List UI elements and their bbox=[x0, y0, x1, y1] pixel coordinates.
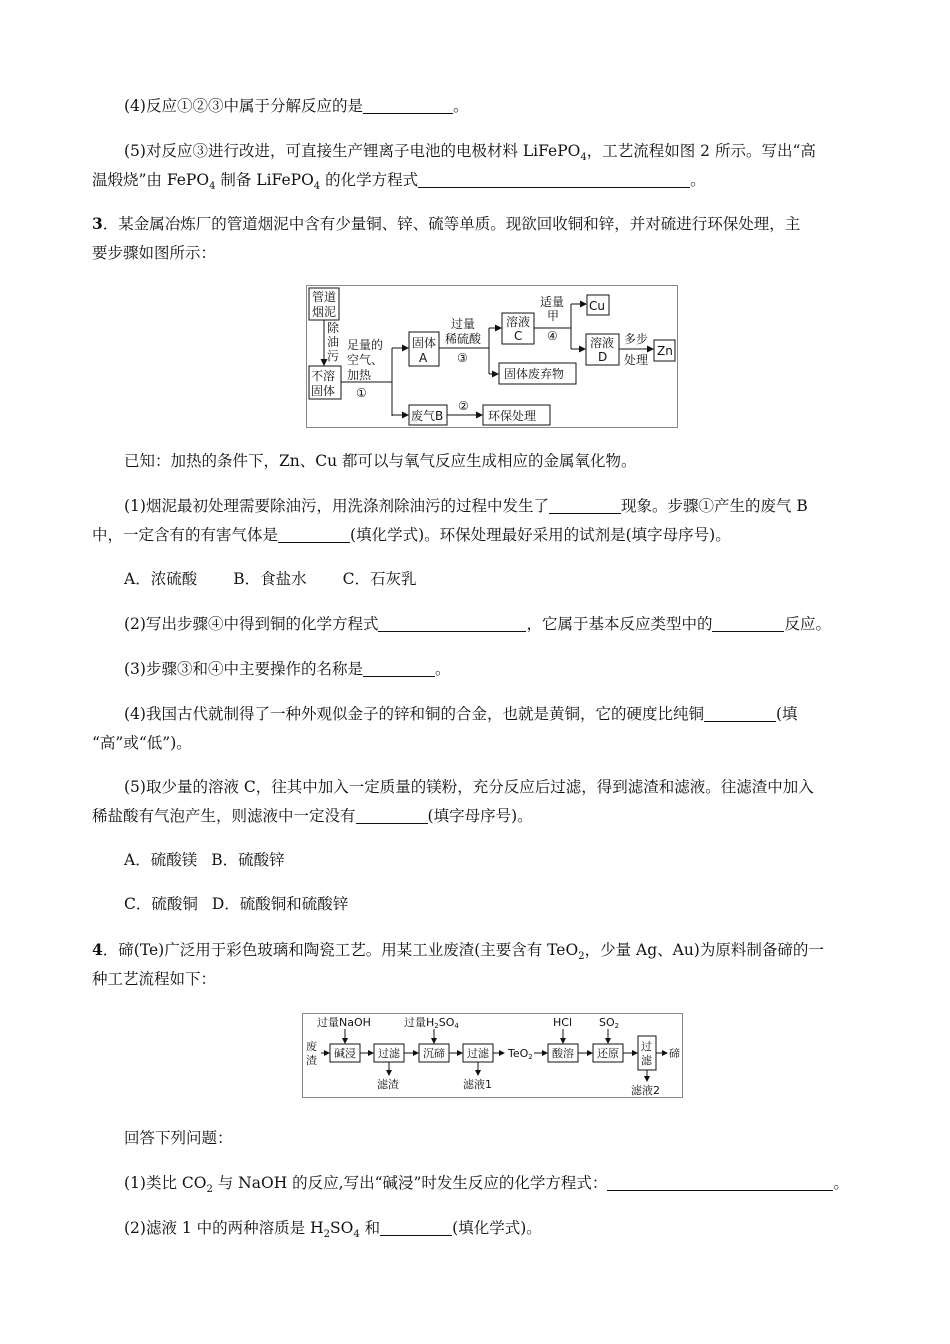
label-feed-2: 渣 bbox=[306, 1054, 317, 1067]
label-pipe-1: 管道 bbox=[312, 290, 337, 304]
label-in-hcl: HCl bbox=[553, 1016, 573, 1029]
answer-blank[interactable] bbox=[380, 1220, 452, 1236]
q2-part4: (4)反应①②③中属于分解反应的是 。 bbox=[124, 97, 469, 115]
label-d-2: D bbox=[598, 350, 608, 364]
label-out-residue: 滤渣 bbox=[377, 1078, 399, 1091]
q2-part5-line1: (5)对反应③进行改进，可直接生产锂离子电池的电极材料 LiFePO$_4$，工艺流程如图 2 所示。写出“高 bbox=[124, 142, 816, 163]
option-c[interactable]: C．石灰乳 bbox=[342, 570, 417, 588]
answer-blank[interactable] bbox=[363, 98, 453, 114]
q3-part5-options-1 bbox=[124, 850, 285, 870]
q4-part1: (1)类比 $CO_2$ 与 NaOH 的反应,写出“碱浸”时发生反应的化学方程式： 。 bbox=[124, 1174, 849, 1195]
label-d-1: 溶液 bbox=[590, 336, 615, 350]
label-reduce: 还原 bbox=[597, 1047, 619, 1060]
q3-part5-line2: 稀盐酸有气泡产生，则滤液中一定没有 (填字母序号)。 bbox=[92, 807, 533, 825]
option-c[interactable]: C．硫酸铜 bbox=[124, 895, 198, 913]
q3-known: 已知：加热的条件下，Zn、Cu 都可以与氧气反应生成相应的金属氧化物。 bbox=[124, 452, 637, 470]
q3-part5-line1: (5)取少量的溶液 C，往其中加入一定质量的镁粉，充分反应后过滤，得到滤渣和滤液。往滤渣中加入 bbox=[124, 778, 814, 796]
answer-blank[interactable] bbox=[418, 172, 690, 188]
label-zn: Zn bbox=[657, 344, 673, 358]
label-multi-1: 多步 bbox=[624, 332, 649, 346]
label-step1-2: 空气、 bbox=[347, 353, 384, 367]
q4-stem-line2: 种工艺流程如下： bbox=[92, 970, 217, 988]
label-in-h2so4: 过量H2SO4 bbox=[404, 1016, 459, 1030]
label-product: 碲 bbox=[669, 1047, 680, 1060]
label-step4-3: ④ bbox=[547, 329, 558, 343]
option-a[interactable]: A．硫酸镁 bbox=[124, 851, 198, 869]
answer-blank[interactable] bbox=[607, 1175, 833, 1191]
label-filter-3-2: 滤 bbox=[641, 1054, 652, 1067]
answer-blank[interactable] bbox=[278, 527, 350, 543]
label-step2: ② bbox=[458, 399, 469, 413]
q3-part5-options-2 bbox=[124, 894, 348, 914]
q4-part2: (2)滤液 1 中的两种溶质是 $H_2SO_4$ 和 (填化学式)。 bbox=[124, 1219, 542, 1240]
answer-blank[interactable] bbox=[378, 616, 526, 632]
q3-part4-line2: “高”或“低”)。 bbox=[92, 734, 192, 752]
label-step4-2: 甲 bbox=[547, 309, 560, 323]
label-te-precip: 沉碲 bbox=[423, 1047, 445, 1060]
option-a[interactable]: A．浓硫酸 bbox=[124, 570, 198, 588]
label-step1-3: 加热 bbox=[347, 368, 372, 382]
label-c-1: 溶液 bbox=[506, 315, 531, 329]
label-a-2: A bbox=[419, 351, 428, 365]
label-step3-1: 过量 bbox=[451, 317, 476, 331]
label-cu: Cu bbox=[589, 299, 605, 313]
q4-stem-line1: 4．碲(Te)广泛用于彩色玻璃和陶瓷工艺。用某工业废渣(主要含有 TeO$_2$，少量 Ag、Au)为原料制备碲的一 bbox=[92, 940, 824, 962]
label-a-1: 固体 bbox=[412, 336, 437, 350]
q4-answer-intro: 回答下列问题： bbox=[124, 1129, 233, 1147]
smelter-flow-diagram bbox=[306, 285, 678, 428]
label-out-filtrate-2: 滤液2 bbox=[631, 1084, 660, 1097]
label-in-naoh: 过量NaOH bbox=[317, 1016, 371, 1029]
label-oil-2: 油 bbox=[327, 335, 340, 349]
q3-stem-line2: 要步骤如图所示： bbox=[92, 244, 217, 262]
label-oil-1: 除 bbox=[327, 321, 340, 335]
label-feed-1: 废 bbox=[306, 1040, 317, 1053]
answer-blank[interactable] bbox=[356, 808, 428, 824]
label-filter-1: 过滤 bbox=[378, 1047, 400, 1060]
option-b[interactable]: B．食盐水 bbox=[233, 570, 307, 588]
label-alkali: 碱浸 bbox=[334, 1047, 356, 1060]
label-insol-2: 固体 bbox=[311, 384, 336, 398]
q3-part4-line1: (4)我国古代就制得了一种外观似金子的锌和铜的合金，也就是黄铜，它的硬度比纯铜 (填 bbox=[124, 705, 798, 723]
q3-part2: (2)写出步骤④中得到铜的化学方程式 ，它属于基本反应类型中的 反应。 bbox=[124, 615, 831, 633]
label-step1-4: ① bbox=[356, 386, 367, 400]
label-oil-3: 污 bbox=[327, 349, 340, 363]
answer-blank[interactable] bbox=[704, 706, 776, 722]
label-c-2: C bbox=[514, 329, 523, 343]
q3-part1-line2: 中，一定含有的有害气体是 (填化学式)。环保处理最好采用的试剂是(填字母序号)。 bbox=[92, 526, 731, 544]
option-d[interactable]: D．硫酸铜和硫酸锌 bbox=[211, 895, 349, 913]
tellurium-flow-diagram bbox=[302, 1013, 683, 1098]
label-step3-3: ③ bbox=[457, 351, 468, 365]
label-pipe-2: 烟泥 bbox=[312, 305, 337, 319]
q3-part3: (3)步骤③和④中主要操作的名称是 。 bbox=[124, 660, 451, 678]
label-step4-1: 适量 bbox=[540, 295, 565, 309]
label-out-filtrate-1: 滤液1 bbox=[463, 1078, 492, 1091]
label-solid-waste: 固体废弃物 bbox=[504, 367, 565, 381]
label-insol-1: 不溶 bbox=[311, 369, 336, 383]
label-env: 环保处理 bbox=[488, 409, 537, 423]
label-gas-b: 废气B bbox=[411, 409, 444, 423]
label-filter-3-1: 过 bbox=[641, 1040, 652, 1053]
label-multi-2: 处理 bbox=[624, 353, 649, 367]
label-step3-2: 稀硫酸 bbox=[445, 332, 482, 346]
answer-blank[interactable] bbox=[712, 616, 784, 632]
label-in-so2: SO2 bbox=[599, 1016, 620, 1030]
label-filter-2: 过滤 bbox=[467, 1047, 489, 1060]
q3-stem-line1: 3．某金属冶炼厂的管道烟泥中含有少量铜、锌、硫等单质。现欲回收铜和锌，并对硫进行环保处理，主 bbox=[92, 214, 801, 233]
label-acid: 酸溶 bbox=[552, 1047, 574, 1060]
label-teo2: TeO2 bbox=[508, 1047, 533, 1061]
q2-part5-line2: 温煅烧”由 FePO$_4$ 制备 LiFePO$_4$ 的化学方程式 。 bbox=[92, 171, 706, 192]
q3-part1-line1: (1)烟泥最初处理需要除油污，用洗涤剂除油污的过程中发生了 现象。步骤①产生的废气 B bbox=[124, 497, 808, 515]
label-step1-1: 足量的 bbox=[347, 338, 384, 352]
answer-blank[interactable] bbox=[363, 661, 435, 677]
answer-blank[interactable] bbox=[549, 498, 621, 514]
q3-part1-options bbox=[124, 569, 416, 589]
option-b[interactable]: B．硫酸锌 bbox=[211, 851, 285, 869]
